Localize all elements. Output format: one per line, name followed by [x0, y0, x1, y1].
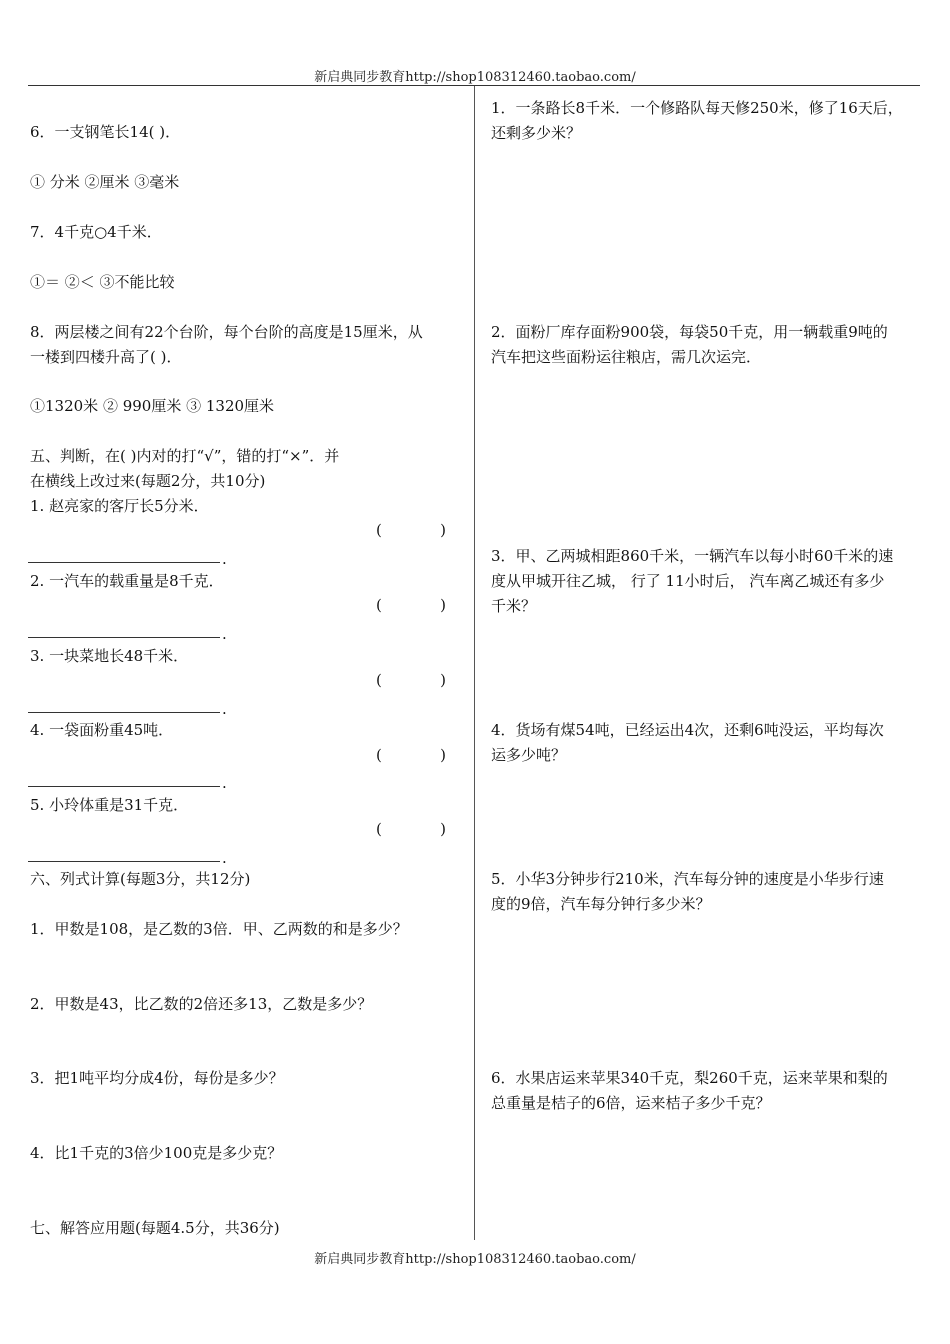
column-divider — [474, 86, 475, 1240]
calc-item-2: 2．甲数是43，比乙数的2倍还多13，乙数是多少？ — [30, 995, 373, 1013]
problem-4-line2: 运多少吨？ — [491, 746, 567, 764]
judge-item-2: 2. 一汽车的载重量是8千克． — [30, 572, 224, 590]
question-8-line2: 一楼到四楼升高了( )． — [30, 348, 182, 366]
paren-close: ) — [440, 820, 446, 838]
calc-item-3: 3．把1吨平均分成4份，每份是多少？ — [30, 1069, 284, 1087]
section-6-title: 六、列式计算(每题3分，共12分) — [30, 870, 251, 888]
paren-open: ( — [376, 820, 382, 838]
period-mark: . — [222, 625, 227, 643]
paren-open: ( — [376, 521, 382, 539]
problem-4-line1: 4．货场有煤54吨，已经运出4次，还剩6吨没运，平均每次 — [491, 721, 884, 739]
problem-1-line1: 1．一条路长8千米．一个修路队每天修250米，修了16天后， — [491, 99, 903, 117]
problem-5-line2: 度的9倍，汽车每分钟行多少米？ — [491, 895, 711, 913]
question-7-options: ①＝ ②＜ ③不能比较 — [30, 273, 175, 291]
period-mark: . — [222, 550, 227, 568]
judge-item-5: 5. 小玲体重是31千克． — [30, 796, 189, 814]
page-footer: 新启典同步教育http://shop108312460.taobao.com/ — [314, 1252, 636, 1267]
paren-open: ( — [376, 671, 382, 689]
problem-6-line2: 总重量是桔子的6倍，运来桔子多少千克？ — [491, 1094, 771, 1112]
page-header: 新启典同步教育http://shop108312460.taobao.com/ — [314, 70, 636, 85]
judge-correction-line-3[interactable] — [28, 712, 220, 713]
section-5-title-line1: 五、判断，在( )内对的打“√”，错的打“×”．并 — [30, 447, 340, 465]
problem-5-line1: 5．小华3分钟步行210米，汽车每分钟的速度是小华步行速 — [491, 870, 884, 888]
question-6-options: ① 分米 ②厘米 ③毫米 — [30, 173, 180, 191]
period-mark: . — [222, 774, 227, 792]
question-8-line1: 8．两层楼之间有22个台阶，每个台阶的高度是15厘米，从 — [30, 323, 423, 341]
judge-correction-line-4[interactable] — [28, 786, 220, 787]
question-6: 6．一支钢笔长14( )． — [30, 123, 181, 141]
judge-item-1: 1. 赵亮家的客厅长5分米． — [30, 497, 209, 515]
problem-2-line2: 汽车把这些面粉运往粮店，需几次运完． — [491, 348, 762, 366]
judge-item-3: 3. 一块菜地长48千米． — [30, 647, 189, 665]
problem-3-line1: 3．甲、乙两城相距860千米，一辆汽车以每小时60千米的速 — [491, 547, 894, 565]
section-7-title: 七、解答应用题(每题4.5分，共36分) — [30, 1219, 280, 1237]
calc-item-4: 4．比1千克的3倍少100克是多少克？ — [30, 1144, 283, 1162]
question-8-options: ①1320米 ② 990厘米 ③ 1320厘米 — [30, 397, 275, 415]
paren-close: ) — [440, 746, 446, 764]
period-mark: . — [222, 700, 227, 718]
calc-item-1: 1．甲数是108，是乙数的3倍．甲、乙两数的和是多少？ — [30, 920, 408, 938]
judge-correction-line-2[interactable] — [28, 637, 220, 638]
paren-close: ) — [440, 521, 446, 539]
problem-1-line2: 还剩多少米？ — [491, 124, 582, 142]
judge-correction-line-1[interactable] — [28, 562, 220, 563]
paren-open: ( — [376, 746, 382, 764]
paren-close: ) — [440, 671, 446, 689]
judge-item-4: 4. 一袋面粉重45吨． — [30, 721, 174, 739]
section-5-title-line2: 在横线上改过来(每题2分，共10分) — [30, 472, 266, 490]
period-mark: . — [222, 849, 227, 867]
question-7: 7．4千克○4千米． — [30, 223, 162, 241]
paren-open: ( — [376, 596, 382, 614]
problem-3-line3: 千米？ — [491, 597, 537, 615]
problem-2-line1: 2．面粉厂库存面粉900袋，每袋50千克，用一辆载重9吨的 — [491, 323, 888, 341]
problem-3-line2: 度从甲城开往乙城， 行了 11小时后， 汽车离乙城还有多少 — [491, 572, 885, 590]
problem-6-line1: 6．水果店运来苹果340千克，梨260千克，运来苹果和梨的 — [491, 1069, 888, 1087]
paren-close: ) — [440, 596, 446, 614]
judge-correction-line-5[interactable] — [28, 861, 220, 862]
